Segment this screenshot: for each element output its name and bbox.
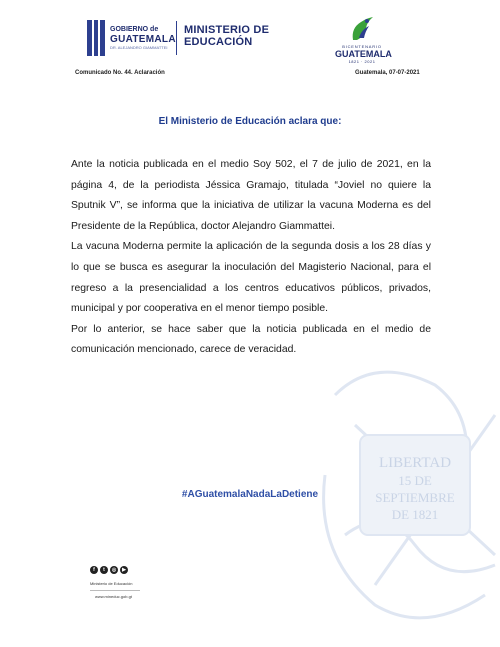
bicentenario-years: 1821 · 2021 [348, 59, 376, 64]
document-body [71, 155, 431, 361]
watermark-line-2: 15 DE [398, 473, 432, 488]
header-divider [176, 21, 177, 55]
twitter-icon[interactable]: t [100, 566, 108, 574]
body-paragraph-2: La vacuna Moderna permite la aplicación de la segunda dosis a los 28 días y lo que se busca es asegurar la inoculación del Magisterio Nacional, para el regreso a la presencialidad a los centros educativos públicos, privados, municipal y por cooperativa en el menor tiempo posible. [71, 241, 431, 315]
footer-organization: Ministerio de Educación [90, 581, 133, 586]
watermark-line-3: SEPTIEMBRE [375, 490, 455, 505]
watermark-line-1: LIBERTAD [378, 455, 452, 471]
footer-website-link[interactable]: www.mineduc.gob.gt [95, 594, 132, 599]
facebook-icon[interactable]: f [90, 566, 98, 574]
social-icons [90, 566, 128, 574]
instagram-icon[interactable]: ◎ [111, 567, 117, 573]
gobierno-line-1: GOBIERNO de [110, 26, 159, 33]
bicentenario-label: BICENTENARIO [342, 44, 382, 49]
gobierno-pillars-icon [87, 20, 105, 56]
ministerio-line-2: EDUCACIÓN [184, 36, 253, 48]
document-date: Guatemala, 07-07-2021 [355, 70, 420, 76]
gobierno-de-guatemala-logo [87, 20, 176, 56]
bicentenario-logo [335, 14, 392, 64]
watermark-line-4: DE 1821 [391, 507, 439, 522]
body-paragraph-3: Por lo anterior, se hace saber que la noticia publicada en el medio de comunicación mencionado, carece de veracidad. [71, 323, 431, 356]
footer-divider [90, 590, 140, 591]
youtube-icon[interactable]: ▶ [120, 566, 128, 574]
gobierno-line-2: GUATEMALA [110, 34, 176, 45]
comunicado-number: Comunicado No. 44. Aclaración [75, 70, 165, 76]
quetzal-icon [347, 14, 377, 44]
bicentenario-country: GUATEMALA [335, 49, 392, 59]
gobierno-line-3: DR. ALEJANDRO GIAMMATTEI [110, 45, 168, 50]
body-paragraph-1: Ante la noticia publicada en el medio Soy 502, el 7 de julio de 2021, en la página 4, de la periodista Jéssica Gramajo, titulada “Joviel no quiere la Sputnik V”, se informa que la iniciativa de utilizar la vacuna Moderna es del Presidente de la República, doctor Alejandro Giammattei. [71, 159, 431, 232]
hashtag: #AGuatemalaNadaLaDetiene [181, 489, 319, 500]
ministerio-line-1: MINISTERIO DE [184, 24, 270, 36]
document-title: El Ministerio de Educación aclara que: [158, 116, 342, 127]
ministerio-de-educacion-logo [184, 24, 269, 48]
